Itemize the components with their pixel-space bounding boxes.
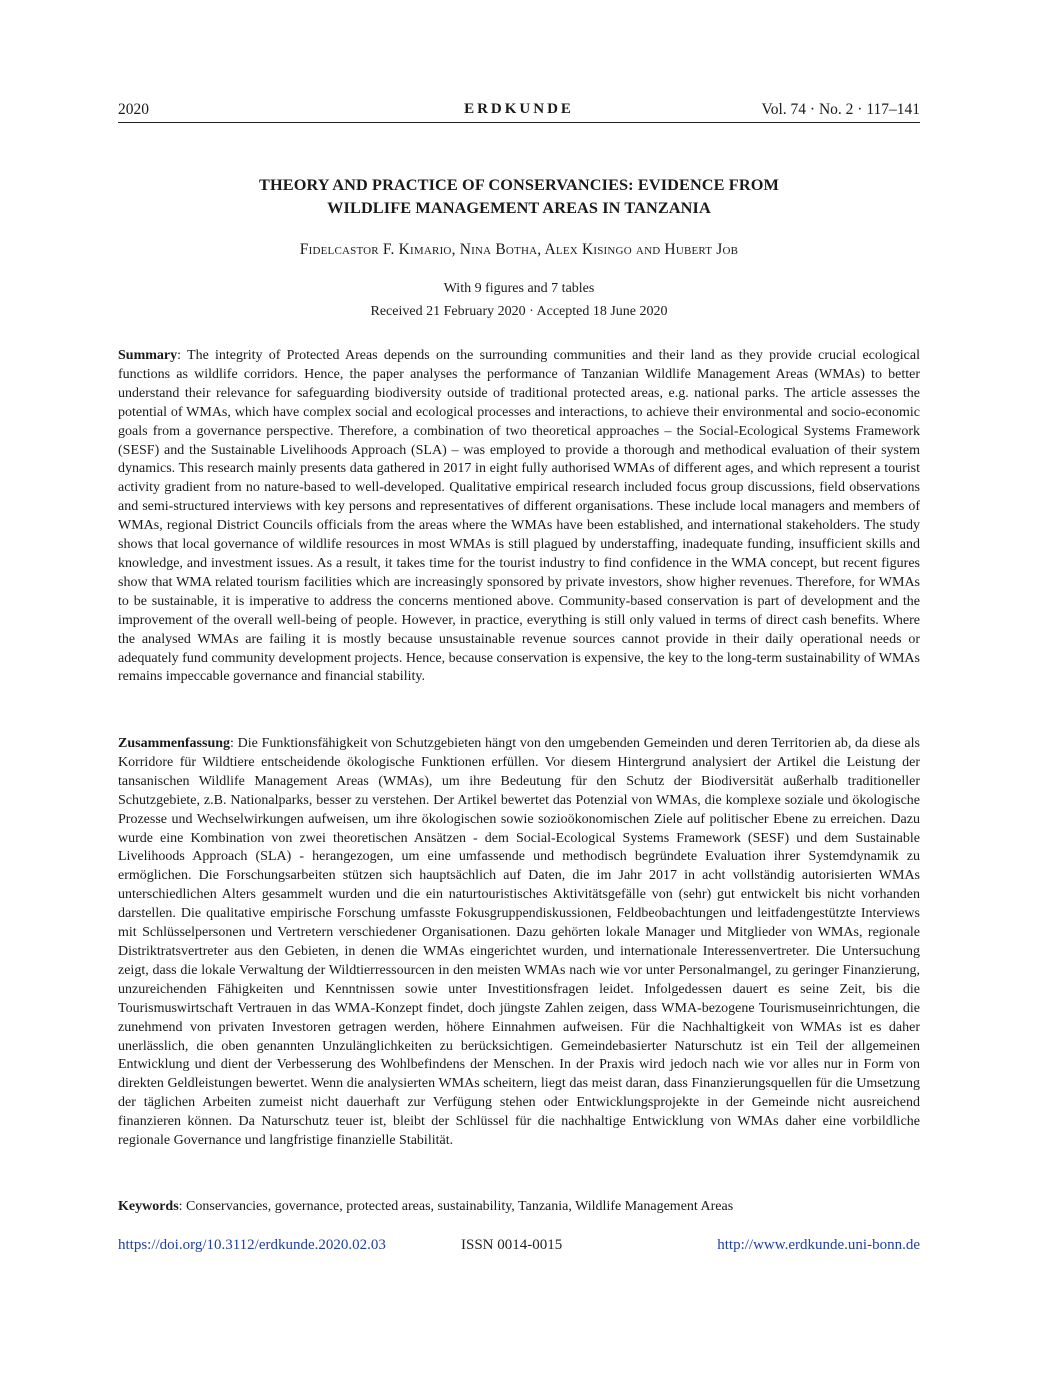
doi-link[interactable]: https://doi.org/10.3112/erdkunde.2020.02.03 — [118, 1237, 386, 1253]
received-accepted-dates: Received 21 February 2020 · Accepted 18 June 2020 — [370, 304, 668, 319]
keywords-text: : Conservancies, governance, protected areas, sustainability, Tanzania, Wildlife Management Areas — [178, 1199, 734, 1214]
header-volume: Vol. 74 · No. 2 · 117–141 — [761, 101, 920, 118]
zusammenfassung-abstract — [118, 735, 920, 1151]
zusammenfassung-text: : Die Funktionsfähigkeit von Schutzgebieten hängt von den umgebenden Gemeinden und deren Territorien ab, da diese als Korridore für Wildtiere entscheidende ökologische Funktionen erfüllen. Vor diesem Hintergrund analysiert der Artikel die Leistung der tansanischen Wildlife Management Areas (WMAs), um ihre Bedeutung für den Schutz der Biodiversität außerhalb traditioneller Schutzgebiete, z.B. Nationalparks, besser zu verstehen. Der Artikel bewertet das Potenzial von WMAs, die komplexe soziale und ökologische Prozesse und Wechselwirkungen aufweisen, um ihre ökologischen sowie sozioökonomischen Ziele auf politischer Ebene zu erreichen. Dazu wurde eine Kombination von zwei theoretischen Ansätzen - dem Social-Ecological Systems Framework (SESF) und dem Sustainable Livelihoods Approach (SLA) - herangezogen, um eine umfassende und methodisch begründete Evaluation ihrer Systemdynamik zu ermöglichen. Die Forschungsarbeiten stützen sich hauptsächlich auf Daten, die im Jahr 2017 in acht vollständig autorisierten WMAs unterschiedlichen Alters gesammelt wurden und die ein naturtouristisches Aktivitätsgefälle von (sehr) gut entwickelt bis nicht vorhanden darstellen. Die qualitative empirische Forschung umfasste Fokusgruppendiskussionen, Feldbeobachtungen und leitfadengestützte Interviews mit Schlüsselpersonen und Vertretern verschiedener Organisationen. Dazu gehörten lokale Manager und Mitglieder von WMAs, regionale Distriktratsvertreter aus den Gebieten, in denen die WMAs eingerichtet wurden, und internationale Interessenvertreter. Die Untersuchung zeigt, dass die lokale Verwaltung der Wildtierressourcen in den meisten WMAs nach wie vor unter Personalmangel, zu geringer Finanzierung, unzureichenden Fähigkeiten und Kenntnissen sowie unter Investitionsfragen leidet. Infolgedessen dauert es seine Zeit, bis die Tourismuswirtschaft Vertrauen in das WMA-Konzept findet, doch jüngste Zahlen zeigen, dass WMA-bezogene Tourismuseinrichtungen, die zunehmend von privaten Investoren getragen werden, höhere Einnahmen aufweisen. Für die Nachhaltigkeit von WMAs ist es daher unerlässlich, die oben genannten Unzulänglichkeiten zu berücksichtigen. Gemeindebasierter Naturschutz ist ein Teil der allgemeinen Entwicklung und dient der Verbesserung des Wohlbefindens der Menschen. In der Praxis wird jedoch nach wie vor alles nur in Form von direkten Geldleistungen bewertet. Wenn die analysierten WMAs scheitern, liegt das meist daran, dass Finanzierungsquellen für die Umsetzung der täglichen Arbeiten zumeist nicht dauerhaft zur Verfügung stehen oder Entwicklungsprojekte in der Gemeinde nicht ausreichend finanzieren können. Da Naturschutz teuer ist, bleibt der Schlüssel für die nachhaltige Entwicklung von WMAs daher eine vorbildliche regionale Governance und langfristige finanzielle Stabilität. — [118, 736, 920, 1149]
title-line-2: WILDLIFE MANAGEMENT AREAS IN TANZANIA — [327, 198, 711, 217]
zusammenfassung-label: Zusammenfassung — [118, 736, 231, 751]
title-line-1: THEORY AND PRACTICE OF CONSERVANCIES: EVIDENCE FROM — [259, 175, 779, 194]
keywords-label: Keywords — [118, 1199, 179, 1214]
journal-website-link[interactable]: http://www.erdkunde.uni-bonn.de — [717, 1237, 920, 1253]
article-title — [118, 173, 920, 219]
running-header — [118, 101, 920, 123]
summary-text: : The integrity of Protected Areas depends on the surrounding communities and their land as they provide crucial ecological functions as wildlife corridors. Hence, the paper analyses the performance of Tanzanian Wildlife Management Areas (WMAs) to better understand their relevance for safeguarding biodiversity outside of traditional protected areas, e.g. national parks. The article assesses the potential of WMAs, which have complex social and ecological processes and interactions, to achieve their environmental and socio-economic goals from a governance perspective. Therefore, a combination of two theoretical approaches – the Social-Ecological Systems Framework (SESF) and the Sustainable Livelihoods Approach (SLA) – was employed to provide a thorough and methodical evaluation of their system dynamics. This research mainly presents data gathered in 2017 in eight fully authorised WMAs of different ages, and which represent a tourist activity gradient from no nature-based to well-developed. Qualitative empirical research included focus group discussions, field observations and semi-structured interviews with key persons and representatives of different organisations. These include local managers and members of WMAs, regional District Councils officials from the areas where the WMAs have been established, and international stakeholders. The study shows that local governance of wildlife resources in most WMAs is still plagued by understaffing, inadequate funding, insufficient skills and knowledge, and investment issues. As a result, it takes time for the tourist industry to find confidence in the WMA concept, but recent figures show that WMA related tourism facilities which are increasingly sponsored by private investors, show higher revenues. Therefore, for WMAs to be sustainable, it is imperative to address the concerns mentioned above. Community-based conservation is part of development and the improvement of the overall well-being of people. However, in practice, everything is still only valued in terms of direct cash benefits. Where the analysed WMAs are failing it is mostly because unsustainable revenue sources cannot provide in their daily operational needs or adequately fund community development projects. Hence, because conservation is expensive, the key to the long-term sustainability of WMAs remains impeccable governance and financial stability. — [118, 348, 920, 685]
summary-label: Summary — [118, 348, 178, 363]
keywords — [118, 1199, 920, 1215]
journal-name: ERDKUNDE — [464, 101, 574, 117]
header-rule — [118, 122, 920, 123]
summary-abstract — [118, 347, 920, 687]
issn: ISSN 0014-0015 — [461, 1237, 563, 1253]
author-list: Fidelcastor F. Kimario, Nina Botha, Alex Kisingo and Hubert Job — [299, 241, 739, 258]
header-year: 2020 — [118, 101, 149, 118]
figures-tables-note: With 9 figures and 7 tables — [443, 281, 595, 296]
